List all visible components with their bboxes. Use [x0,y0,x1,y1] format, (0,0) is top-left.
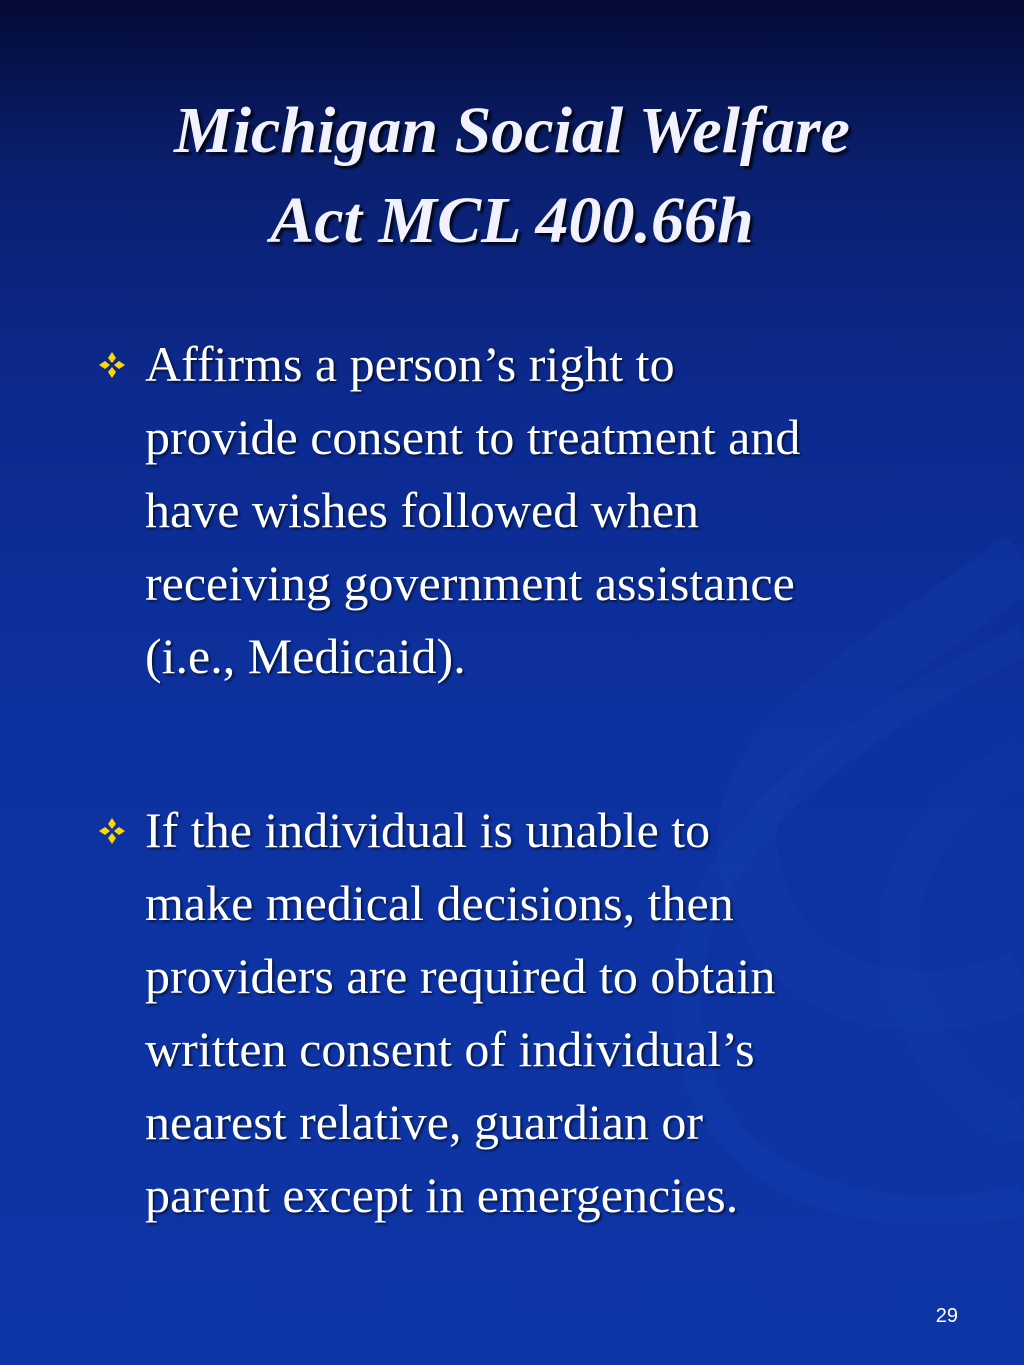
bullet-text-line: written consent of individual’s [145,1021,755,1077]
slide-title-line: Act MCL 400.66h [270,184,754,257]
bullet-item [145,328,965,693]
bullet-text-line: (i.e., Medicaid). [145,628,466,684]
diamond-bullet-icon [97,350,127,380]
diamond-bullet-icon [97,816,127,846]
bullet-text-line: receiving government assistance [145,555,795,611]
bullet-text-line: If the individual is unable to [145,802,711,858]
page-number: 29 [935,1305,958,1327]
bullet-text-line: nearest relative, guardian or [145,1094,704,1150]
bullet-text-line: providers are required to obtain [145,948,776,1004]
bullet-text-line: parent except in emergencies. [145,1167,739,1223]
bullet-text-line: have wishes followed when [145,482,700,538]
slide-title-line: Michigan Social Welfare [174,94,850,167]
bullet-item [145,794,965,1232]
bullet-text-line: provide consent to treatment and [145,409,801,465]
bullet-text-line: Affirms a person’s right to [145,336,675,392]
slide-title [40,86,984,266]
bullet-text-line: make medical decisions, then [145,875,734,931]
